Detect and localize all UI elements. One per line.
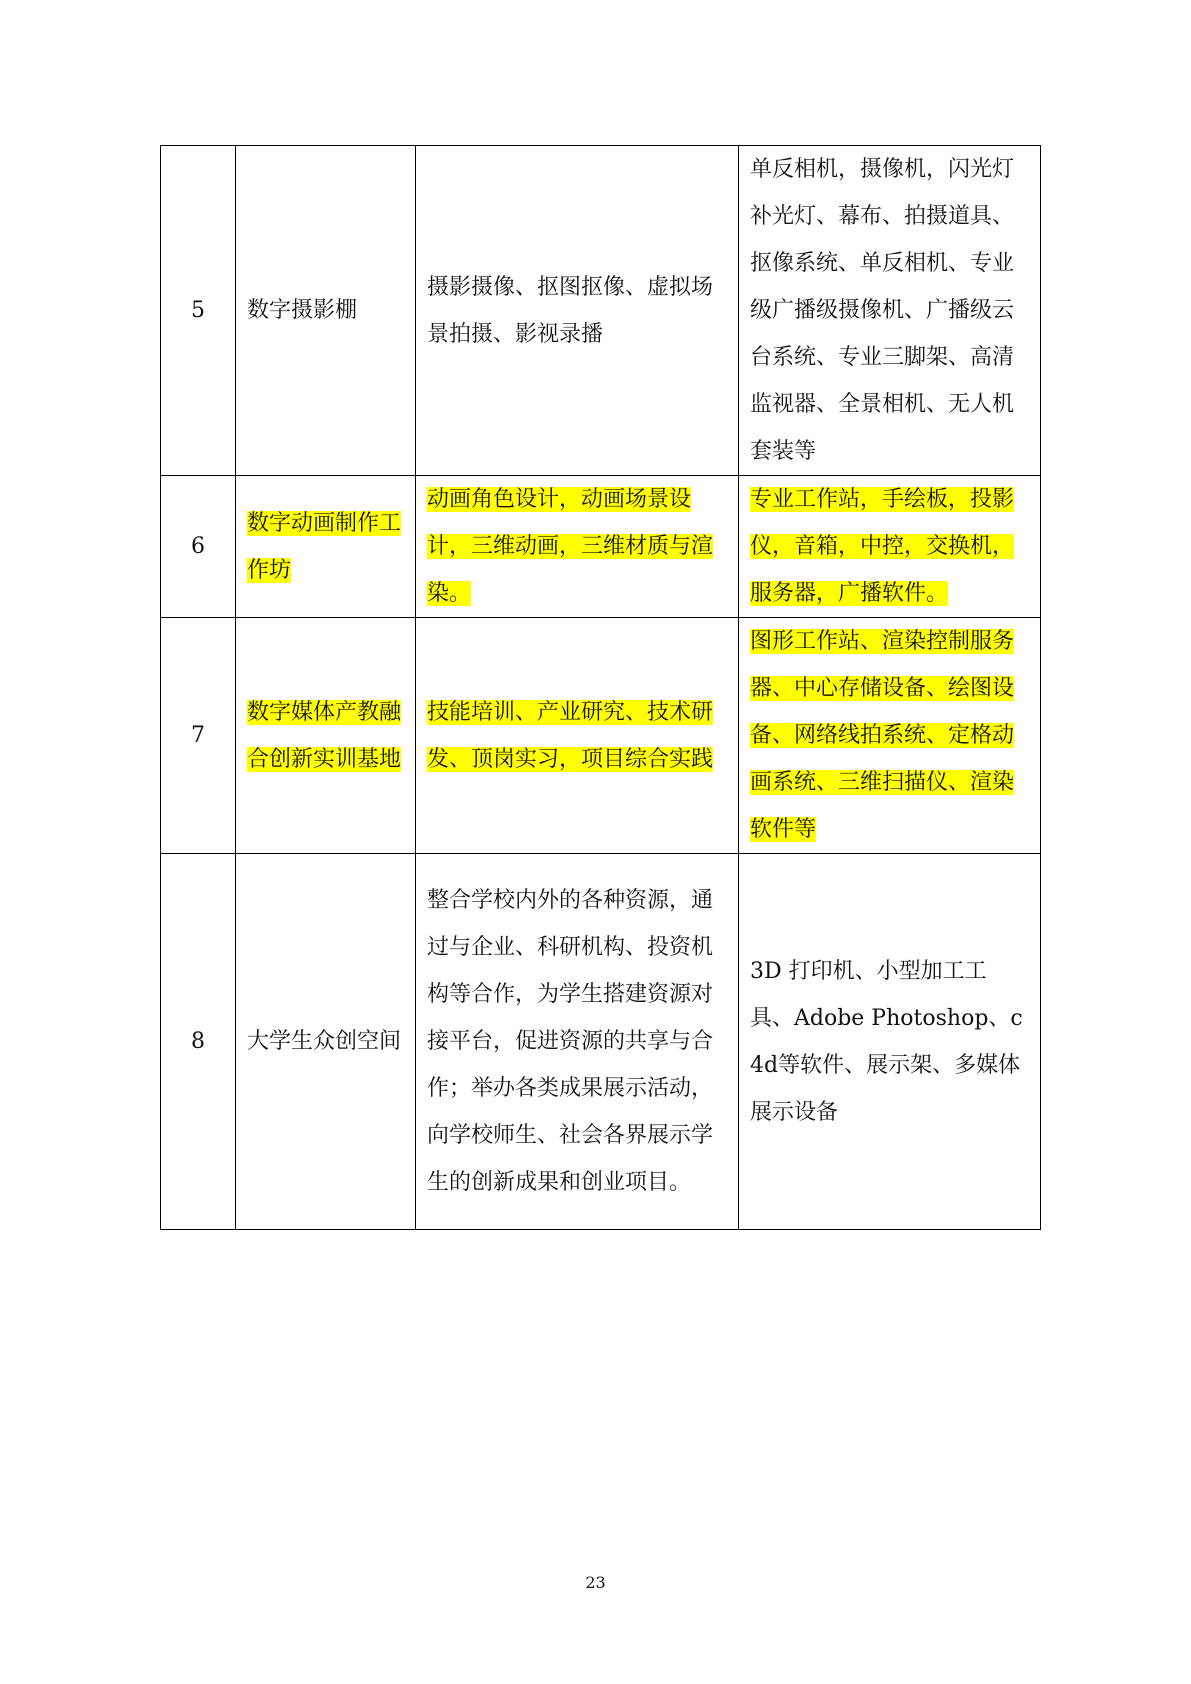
facility-equipment bbox=[739, 476, 1041, 618]
facility-function bbox=[416, 476, 739, 618]
row-number: 8 bbox=[161, 854, 236, 1230]
facility-equipment-text: 图形工作站、渲染控制服务器、中心存储设备、绘图设备、网络线拍系统、定格动画系统、三维扫描仪、渲染软件等 bbox=[750, 629, 1015, 842]
facility-function-text: 整合学校内外的各种资源，通过与企业、科研机构、投资机构等合作，为学生搭建资源对接平台，促进资源的共享与合作；举办各类成果展示活动，向学校师生、社会各界展示学生的创新成果和创业项目。 bbox=[427, 888, 714, 1195]
facility-function-text: 动画角色设计，动画场景设计，三维动画，三维材质与渲染。 bbox=[427, 487, 714, 606]
page-number: 23 bbox=[585, 1573, 606, 1592]
facility-name-text: 大学生众创空间 bbox=[247, 1029, 402, 1054]
table-row bbox=[161, 146, 1041, 476]
facility-function-text: 摄影摄像、抠图抠像、虚拟场景拍摄、影视录播 bbox=[427, 274, 714, 347]
row-number: 6 bbox=[161, 476, 236, 618]
facility-name-text: 数字动画制作工作坊 bbox=[247, 510, 402, 583]
facility-function-text: 技能培训、产业研究、技术研发、顶岗实习，项目综合实践 bbox=[427, 699, 714, 772]
facility-equipment-text: 专业工作站，手绘板，投影仪，音箱，中控，交换机，服务器，广播软件。 bbox=[750, 487, 1015, 606]
facility-equipment bbox=[739, 854, 1041, 1230]
facility-name bbox=[236, 854, 416, 1230]
table-row bbox=[161, 618, 1041, 854]
facilities-table bbox=[160, 145, 1041, 1230]
facility-equipment bbox=[739, 146, 1041, 476]
facility-name bbox=[236, 476, 416, 618]
row-number: 7 bbox=[161, 618, 236, 854]
facility-name-text: 数字摄影棚 bbox=[247, 298, 358, 323]
facility-name bbox=[236, 146, 416, 476]
table-row bbox=[161, 854, 1041, 1230]
table-row bbox=[161, 476, 1041, 618]
facility-function bbox=[416, 618, 739, 854]
facility-name-text: 数字媒体产教融合创新实训基地 bbox=[247, 699, 402, 772]
row-number: 5 bbox=[161, 146, 236, 476]
facility-function bbox=[416, 854, 739, 1230]
facility-name bbox=[236, 618, 416, 854]
facility-equipment bbox=[739, 618, 1041, 854]
facility-equipment-text: 3D 打印机、小型加工工具、Adobe Photoshop、c4d等软件、展示架、多媒体展示设备 bbox=[750, 958, 1023, 1125]
facility-equipment-text: 单反相机，摄像机，闪光灯补光灯、幕布、拍摄道具、抠像系统、单反相机、专业级广播级摄像机、广播级云台系统、专业三脚架、高清监视器、全景相机、无人机套装等 bbox=[750, 157, 1015, 464]
facility-function bbox=[416, 146, 739, 476]
